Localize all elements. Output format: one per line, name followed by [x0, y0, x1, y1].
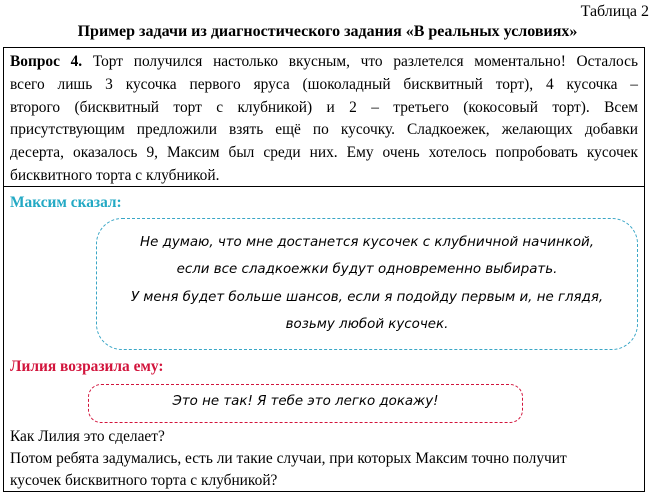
question-label: Вопрос 4.: [10, 53, 83, 70]
closing-line: Как Лилия это сделает?: [10, 428, 165, 445]
liliya-speaker: Лилия возразила ему:: [10, 358, 164, 375]
maxim-speech-line: возьму любой кусочек.: [285, 316, 449, 332]
maxim-speech-text: [97, 229, 637, 338]
table-label: Таблица 2: [580, 3, 649, 20]
question-text: [10, 51, 638, 188]
table-title: Пример задачи из диагностического задания «В реальных условиях»: [77, 23, 578, 40]
maxim-speech-line: если все сладкоежки будут одновременно выбирать.: [176, 262, 558, 278]
closing-line: кусочек бисквитного торта с клубникой?: [10, 472, 278, 489]
question-line: всего лишь 3 кусочка первого яруса (шоколадный бисквитный торт), 4 кусочка –: [10, 75, 638, 93]
task-table: [3, 47, 645, 492]
question-line: десерта, оказалось 9, Максим был среди них. Ему очень хотелось попробовать кусочек: [10, 144, 638, 162]
closing-text: [10, 426, 638, 492]
closing-line: Потом ребята задумались, есть ли такие случаи, при которых Максим точно получит: [10, 450, 567, 467]
liliya-speech-bubble: [88, 384, 523, 423]
question-line: второго (бисквитный торт с клубникой) и 2 – третьего (кокосовый торт). Всем: [10, 98, 638, 116]
maxim-speech-bubble: [96, 218, 638, 350]
maxim-speech-line: У меня будет больше шансов, если я подойду первым и, не глядя,: [130, 289, 604, 305]
liliya-speech-text: Это не так! Я тебе это легко докажу!: [172, 394, 439, 409]
question-line: бисквитного торта с клубникой.: [10, 166, 220, 184]
question-line: Торт получился настолько вкусным, что разлетелся моментально! Осталось: [92, 53, 638, 70]
question-section: [4, 48, 644, 187]
question-line: присутствующим предложили взять ещё по кусочку. Сладкоежек, желающих добавки: [10, 121, 638, 139]
maxim-speech-line: Не думаю, что мне достанется кусочек с клубничной начинкой,: [140, 235, 594, 250]
maxim-speaker: Максим сказал:: [10, 194, 122, 211]
